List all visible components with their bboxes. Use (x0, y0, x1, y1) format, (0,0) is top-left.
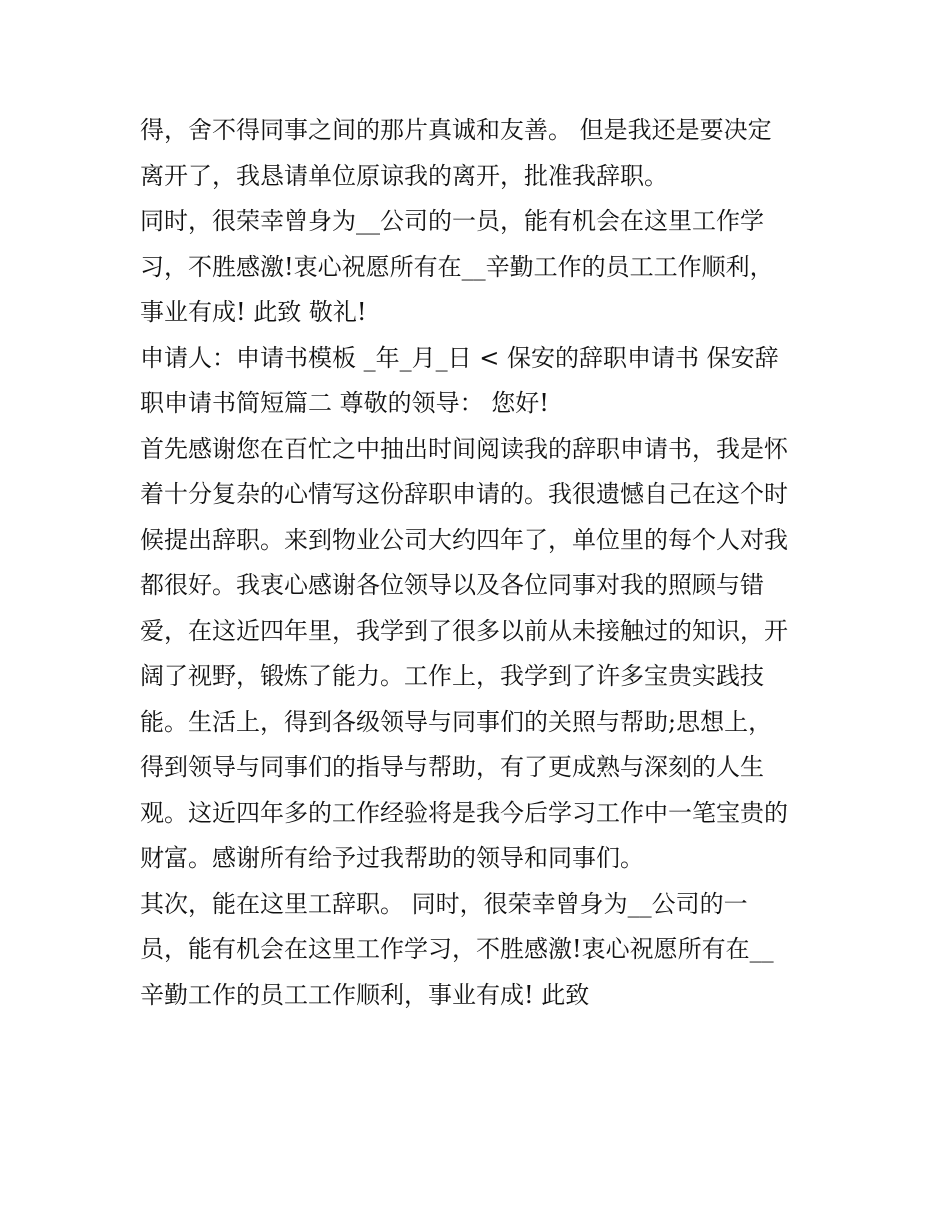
text-line: 爱，在这近四年里，我学到了很多以前从未接触过的知识，开 (140, 616, 788, 645)
text-line: 习，不胜感激!衷心祝愿所有在__辛勤工作的员工工作顺利， (140, 252, 774, 281)
text-line: 着十分复杂的心情写这份辞职申请的。我很遗憾自己在这个时 (140, 480, 788, 508)
text-line: 离开了，我恳请单位原谅我的离开，批准我辞职。 (140, 161, 668, 190)
text-line: 员，能有机会在这里工作学习，不胜感激!衷心祝愿所有在__ (140, 935, 774, 963)
text-line: 其次，能在这里工辞职。 同时，很荣幸曾身为__公司的一 (140, 889, 748, 918)
text-line: 得，舍不得同事之间的那片真诚和友善。 但是我还是要决定 (140, 116, 772, 144)
text-line: 得到领导与同事们的指导与帮助，有了更成熟与深刻的人生 (140, 753, 764, 781)
text-line: 申请人：申请书模板 _年_月_日 < 保安的辞职申请书 保安辞 (140, 343, 779, 372)
text-line: 能。生活上，得到各级领导与同事们的关照与帮助;思想上， (140, 707, 773, 736)
text-line: 观。这近四年多的工作经验将是我今后学习工作中一笔宝贵的 (140, 798, 788, 827)
document-body (140, 108, 820, 1018)
text-line: 首先感谢您在百忙之中抽出时间阅读我的辞职申请书，我是怀 (140, 434, 788, 463)
text-line: 候提出辞职。来到物业公司大约四年了，单位里的每个人对我 (140, 525, 788, 554)
text-line: 职申请书简短篇二 尊敬的领导： 您好! (140, 389, 549, 417)
text-line: 同时，很荣幸曾身为__公司的一员，能有机会在这里工作学 (140, 207, 764, 235)
text-line: 事业有成! 此致 敬礼! (140, 298, 367, 326)
text-line: 都很好。我衷心感谢各位领导以及各位同事对我的照顾与错 (140, 571, 764, 599)
text-line: 财富。感谢所有给予过我帮助的领导和同事们。 (140, 844, 644, 872)
text-line: 阔了视野，锻炼了能力。工作上，我学到了许多宝贵实践技 (140, 662, 764, 690)
text-line: 辛勤工作的员工工作顺利，事业有成! 此致 (140, 980, 590, 1009)
